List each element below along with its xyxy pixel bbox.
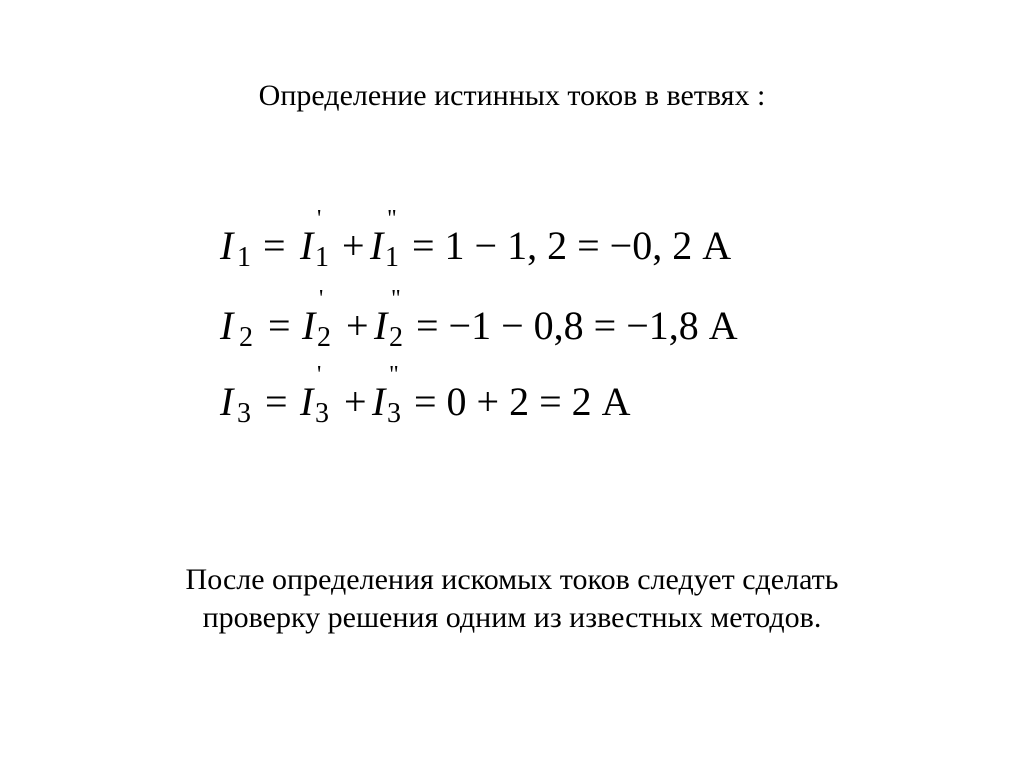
prime-mark: ' xyxy=(319,286,324,312)
prime-current-symbol: I xyxy=(300,223,314,268)
formula-result: = 0 + 2 = 2 А xyxy=(414,379,631,424)
prime-current-index: 2 xyxy=(317,322,331,353)
current-index: 1 xyxy=(237,242,251,273)
prime-current-index: 1 xyxy=(315,242,329,273)
prime-mark: ' xyxy=(317,206,322,232)
prime-current-symbol: I xyxy=(300,379,314,424)
plus-sign: + xyxy=(346,303,369,348)
double-prime-mark: " xyxy=(387,206,397,232)
prime-current-symbol: I xyxy=(302,303,316,348)
double-prime-current-symbol: I xyxy=(372,379,386,424)
double-prime-current-index: 1 xyxy=(385,242,399,273)
formula-result: = 1 − 1, 2 = −0, 2 А xyxy=(412,223,732,268)
conclusion-line-1: После определения искомых токов следует сделать xyxy=(185,563,839,596)
prime-current-index: 3 xyxy=(315,398,329,429)
equals-sign: = xyxy=(265,379,288,424)
double-prime-current-index: 3 xyxy=(387,398,401,429)
conclusion-line-2: проверку решения одним из известных методов. xyxy=(202,601,822,634)
current-symbol: I xyxy=(220,303,234,348)
plus-sign: + xyxy=(344,379,367,424)
double-prime-mark: " xyxy=(389,362,399,388)
plus-sign: + xyxy=(342,223,365,268)
double-prime-mark: " xyxy=(391,286,401,312)
prime-mark: ' xyxy=(317,362,322,388)
current-symbol: I xyxy=(220,223,234,268)
current-index: 2 xyxy=(239,322,253,353)
double-prime-current-symbol: I xyxy=(370,223,384,268)
double-prime-current-symbol: I xyxy=(374,303,388,348)
equals-sign: = xyxy=(263,223,286,268)
current-index: 3 xyxy=(237,398,251,429)
current-symbol: I xyxy=(220,379,234,424)
formula-result: = −1 − 0,8 = −1,8 А xyxy=(416,303,738,348)
double-prime-current-index: 2 xyxy=(389,322,403,353)
equals-sign: = xyxy=(268,303,291,348)
slide-title: Определение истинных токов в ветвях : xyxy=(258,79,766,112)
